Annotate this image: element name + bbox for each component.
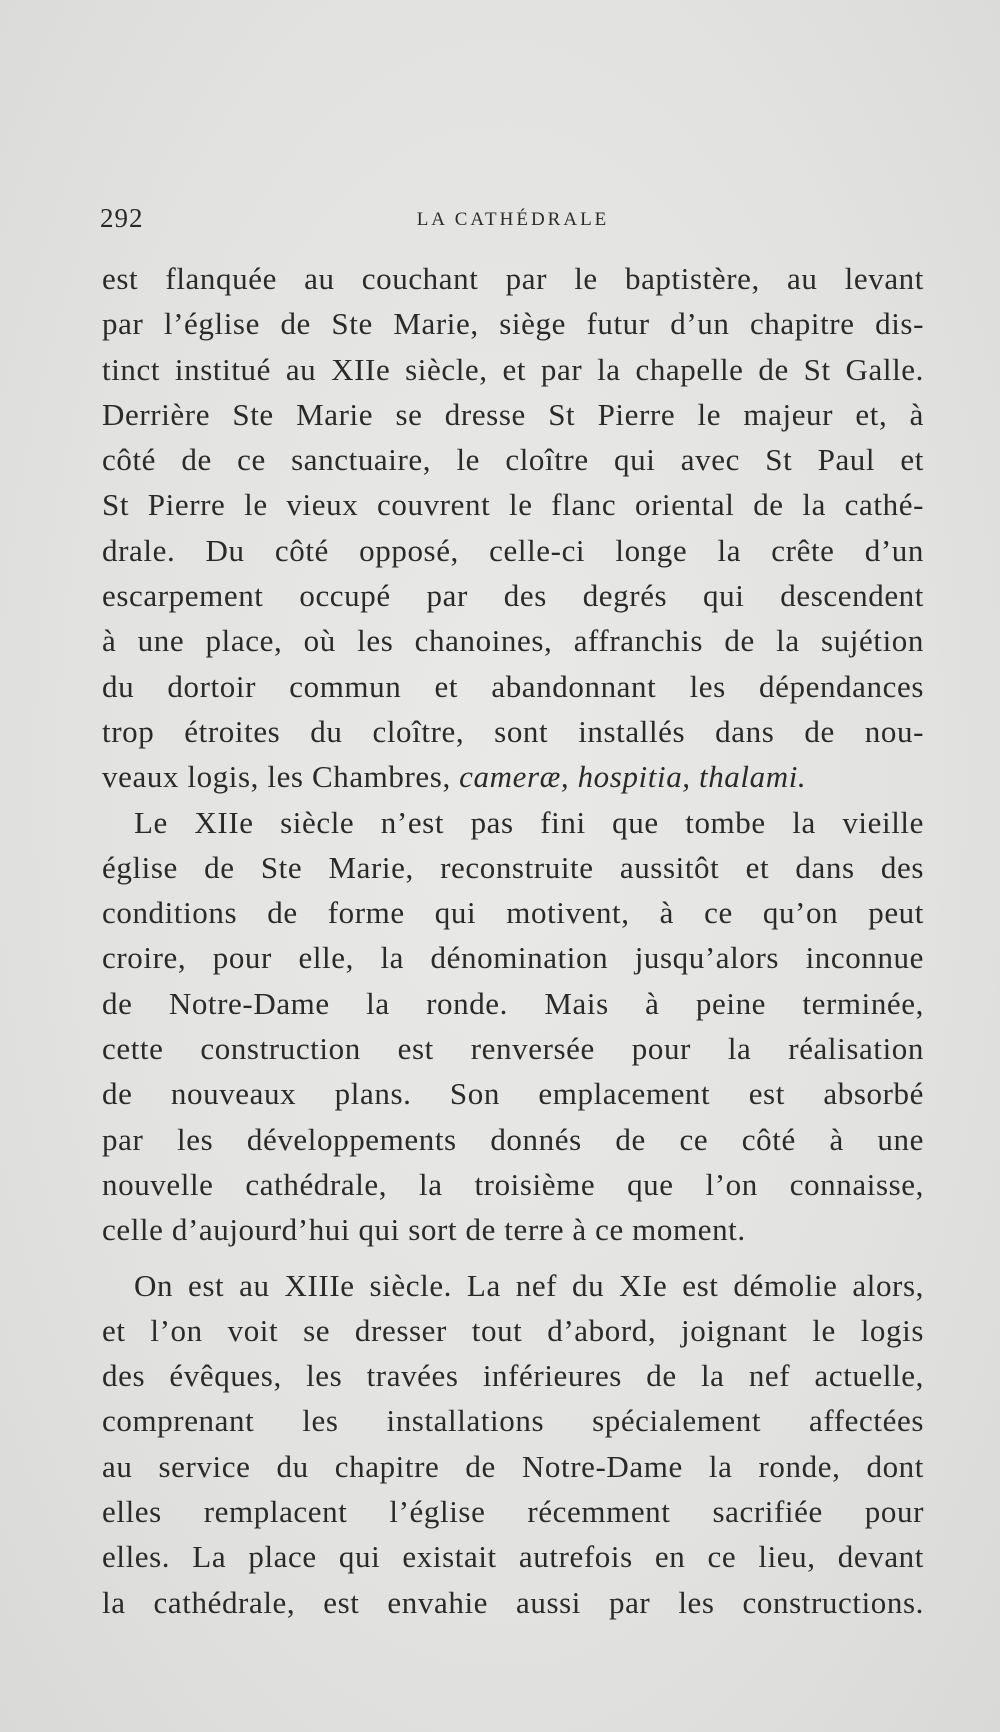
text-line: par l’église de Ste Marie, siège futur d’un chapitre dis- — [102, 306, 924, 342]
text-line: croire, pour elle, la dénomination jusqu’alors inconnue — [102, 940, 924, 976]
text-line: et l’on voit se dresser tout d’abord, joignant le logis — [102, 1312, 924, 1348]
text-line: par les développements donnés de ce côté à une — [102, 1121, 924, 1157]
text-line: du dortoir commun et abandonnant les dépendances — [102, 668, 924, 704]
text-line: elles. La place qui existait autrefois en ce lieu, devant — [102, 1539, 924, 1575]
text-line: cette construction est renversée pour la réalisation — [102, 1031, 924, 1067]
body-text — [102, 256, 924, 1625]
text-line: comprenant les installations spécialement affectées — [102, 1403, 924, 1439]
text-segment: veaux logis, les Chambres, — [102, 759, 460, 795]
text-line: de Notre-Dame la ronde. Mais à peine terminée, — [102, 985, 924, 1021]
text-line: nouvelle cathédrale, la troisième que l’on connaisse, — [102, 1166, 924, 1202]
text-line: la cathédrale, est envahie aussi par les constructions. — [102, 1584, 924, 1620]
text-line: Le XIIe siècle n’est pas fini que tombe la vieille — [134, 804, 924, 840]
text-line: St Pierre le vieux couvrent le flanc oriental de la cathé- — [102, 487, 924, 523]
text-line: Derrière Ste Marie se dresse St Pierre le majeur et, à — [102, 396, 924, 432]
page-number: 292 — [100, 203, 144, 233]
text-line: trop étroites du cloître, sont installés dans de nou- — [102, 713, 924, 749]
text-line: au service du chapitre de Notre-Dame la ronde, dont — [102, 1448, 924, 1484]
paragraph-2 — [102, 800, 924, 1253]
text-line: est flanquée au couchant par le baptistère, au levant — [102, 261, 924, 296]
text-line: des évêques, les travées inférieures de la nef actuelle, — [102, 1358, 924, 1394]
text-line: elles remplacent l’église récemment sacrifiée pour — [102, 1494, 924, 1530]
latin-terms: cameræ, hospitia, thalami. — [459, 759, 807, 795]
text-line: escarpement occupé par des degrés qui descendent — [102, 578, 924, 614]
text-line: à une place, où les chanoines, affranchis de la sujétion — [102, 623, 924, 659]
text-line: église de Ste Marie, reconstruite aussitôt et dans des — [102, 849, 924, 885]
text-line: conditions de forme qui motivent, à ce qu’on peut — [102, 895, 924, 931]
text-line: celle d’aujourd’hui qui sort de terre à ce moment. — [102, 1212, 746, 1248]
text-line — [102, 754, 924, 799]
text-line: de nouveaux plans. Son emplacement est absorbé — [102, 1076, 924, 1112]
text-line: tinct institué au XIIe siècle, et par la chapelle de St Galle. — [102, 351, 924, 387]
running-title: LA CATHÉDRALE — [416, 209, 610, 230]
paragraph-1 — [102, 256, 924, 800]
text-line: drale. Du côté opposé, celle-ci longe la crête d’un — [102, 532, 924, 568]
text-line: côté de ce sanctuaire, le cloître qui avec St Paul et — [102, 442, 924, 478]
paragraph-3 — [102, 1263, 924, 1625]
page-header — [100, 203, 926, 243]
text-line: On est au XIIIe siècle. La nef du XIe est démolie alors, — [134, 1267, 924, 1303]
